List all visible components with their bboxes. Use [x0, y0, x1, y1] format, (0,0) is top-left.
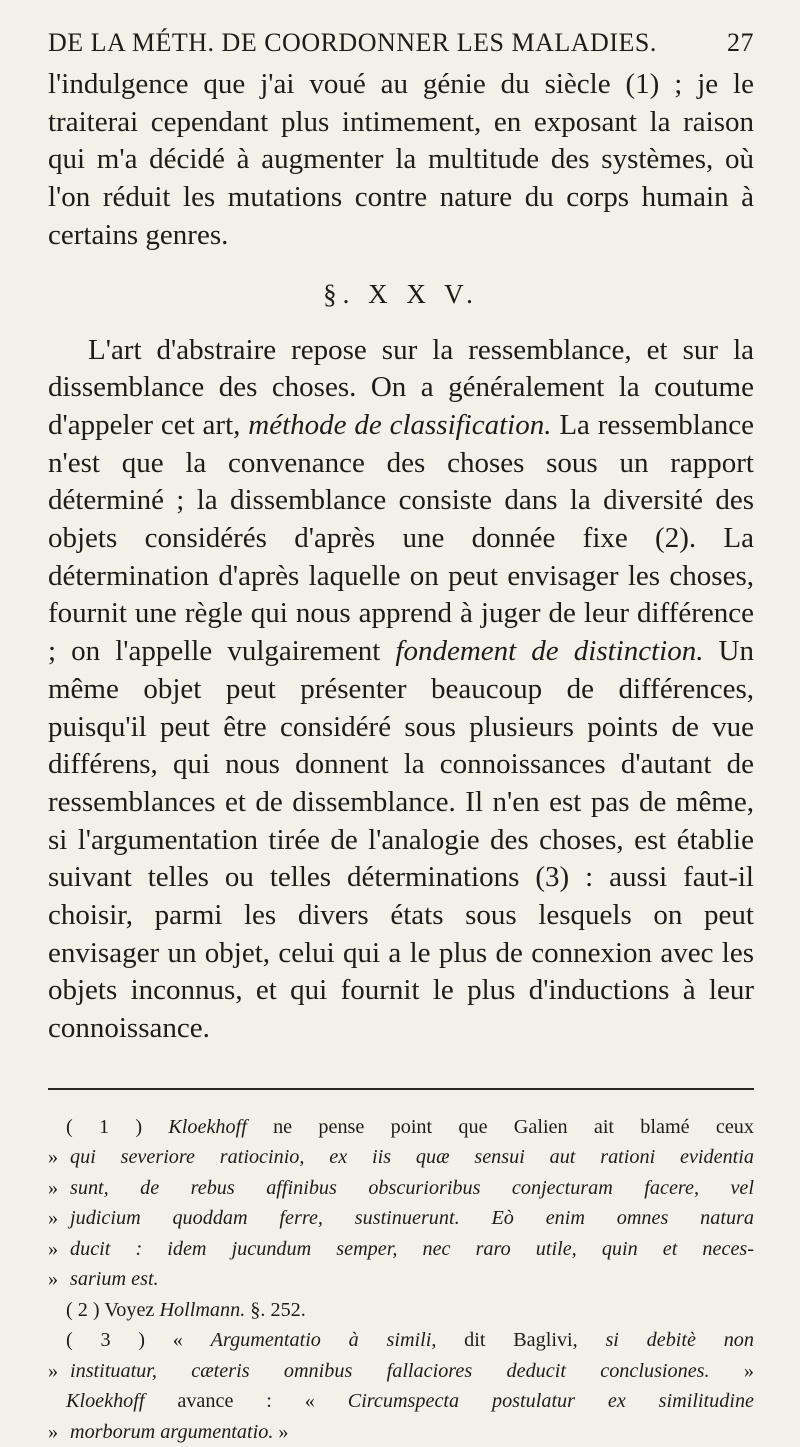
paragraph-section-25 [48, 332, 754, 1048]
footnote-line [48, 1142, 754, 1173]
quote-mark: » [48, 1237, 59, 1260]
latin-quote: si debitè non [605, 1329, 754, 1352]
footnote-text: sarium est. [70, 1268, 159, 1291]
footnote-rule [48, 1088, 754, 1090]
quote-mark: » [273, 1420, 289, 1443]
quote-mark: » [48, 1359, 59, 1382]
footnote-line [48, 1173, 754, 1204]
body-text [48, 66, 754, 1048]
footnote-line [48, 1264, 754, 1295]
author-name: Kloekhoff [168, 1115, 247, 1138]
footnote-text: ( 3 ) « [66, 1329, 211, 1352]
paragraph-text: La ressemblance n'est que la convenance des choses sous un rapport déterminé ; la dissemblance consiste dans la diversité des objets considérés d'après une donnée fixe (2). La détermination d'après laquelle on peut envisager les choses, fournit une règle qui nous apprend à juger de leur différence ; on l'appelle vulgairement [48, 408, 754, 668]
latin-quote: Argumentatio à simili [210, 1329, 432, 1352]
paragraph-text: Un même objet peut présenter beaucoup de différences, puisqu'il peut être considéré sous plusieurs points de vue différens, qui nous donnent la connoissances d'autant de ressemblances et de dissemblance. Il n'en est pas de même, si l'argumentation tirée de l'analogie des choses, est établie suivant telles ou telles déterminations (3) : aussi faut-il choisir, parmi les divers états sous lesquels on peut envisager un objet, celui qui a le plus de connexion avec les objets inconnus, et qui fournit le plus d'inductions à leur connoissance. [48, 635, 754, 1045]
footnote-text: avance : « [144, 1390, 348, 1413]
footnote-1 [48, 1112, 754, 1143]
footnote-text: sunt, de rebus affinibus obscurioribus conjecturam facere, vel [70, 1176, 754, 1199]
running-head-title: DE LA MÉTH. DE COORDONNER LES MALADIES. [48, 28, 657, 57]
page-number: 27 [727, 28, 754, 57]
footnote-marker: ( 1 ) [66, 1115, 169, 1138]
footnotes [48, 1112, 754, 1447]
author-name: Kloekhoff [66, 1390, 145, 1413]
footnote-text: ( 2 ) Voyez [66, 1298, 160, 1321]
running-head [48, 28, 754, 58]
footnote-text: §. 252. [245, 1298, 306, 1321]
footnote-line [48, 1417, 754, 1447]
quote-mark: » [48, 1207, 59, 1230]
footnote-line [48, 1234, 754, 1265]
paragraph-text: l'indulgence que j'ai voué au génie du siècle (1) ; je le traiterai cependant plus intimement, en exposant la raison qui m'a décidé à augmenter la multitude des systèmes, où l'on réduit les mutations contre nature du corps humain à certains genres. [48, 68, 754, 251]
quote-mark: » [709, 1359, 754, 1382]
footnote-2 [48, 1295, 754, 1326]
paragraph-text: L'art d'abstraire repose sur la ressemblance, et sur la dissemblance des choses. On a généralement la coutume d'appeler cet art, [48, 333, 754, 441]
quote-mark: » [48, 1176, 59, 1199]
footnote-line [48, 1203, 754, 1234]
quote-mark: » [48, 1420, 59, 1443]
section-heading: §. X X V. [323, 278, 479, 309]
paragraph-continuation [48, 66, 754, 255]
quote-mark: » [48, 1268, 59, 1291]
footnote-line [48, 1386, 754, 1417]
latin-quote: instituatur, cæteris omnibus fallaciores deducit conclusiones. [70, 1359, 710, 1382]
footnote-text: ducit : idem jucundum semper, nec raro utile, quin et neces- [70, 1237, 754, 1260]
author-name: Hollmann. [159, 1298, 246, 1321]
latin-quote: Circumspecta postulatur ex similitudine [347, 1390, 754, 1413]
footnote-text: qui severiore ratiocinio, ex iis quæ sensui aut rationi evidentia [70, 1146, 754, 1169]
quote-mark: » [48, 1146, 59, 1169]
latin-quote: morborum argumentatio. [70, 1420, 274, 1443]
footnote-text: ne pense point que Galien ait blamé ceux [246, 1115, 754, 1138]
italic-term-method: méthode de classification. [248, 408, 552, 441]
footnote-text: judicium quoddam ferre, sustinuerunt. Eò enim omnes natura [70, 1207, 754, 1230]
footnote-line [48, 1356, 754, 1387]
footnote-text: , dit Baglivi, [431, 1329, 606, 1352]
italic-term-distinction: fondement de distinction. [395, 635, 704, 668]
footnote-3 [48, 1325, 754, 1356]
